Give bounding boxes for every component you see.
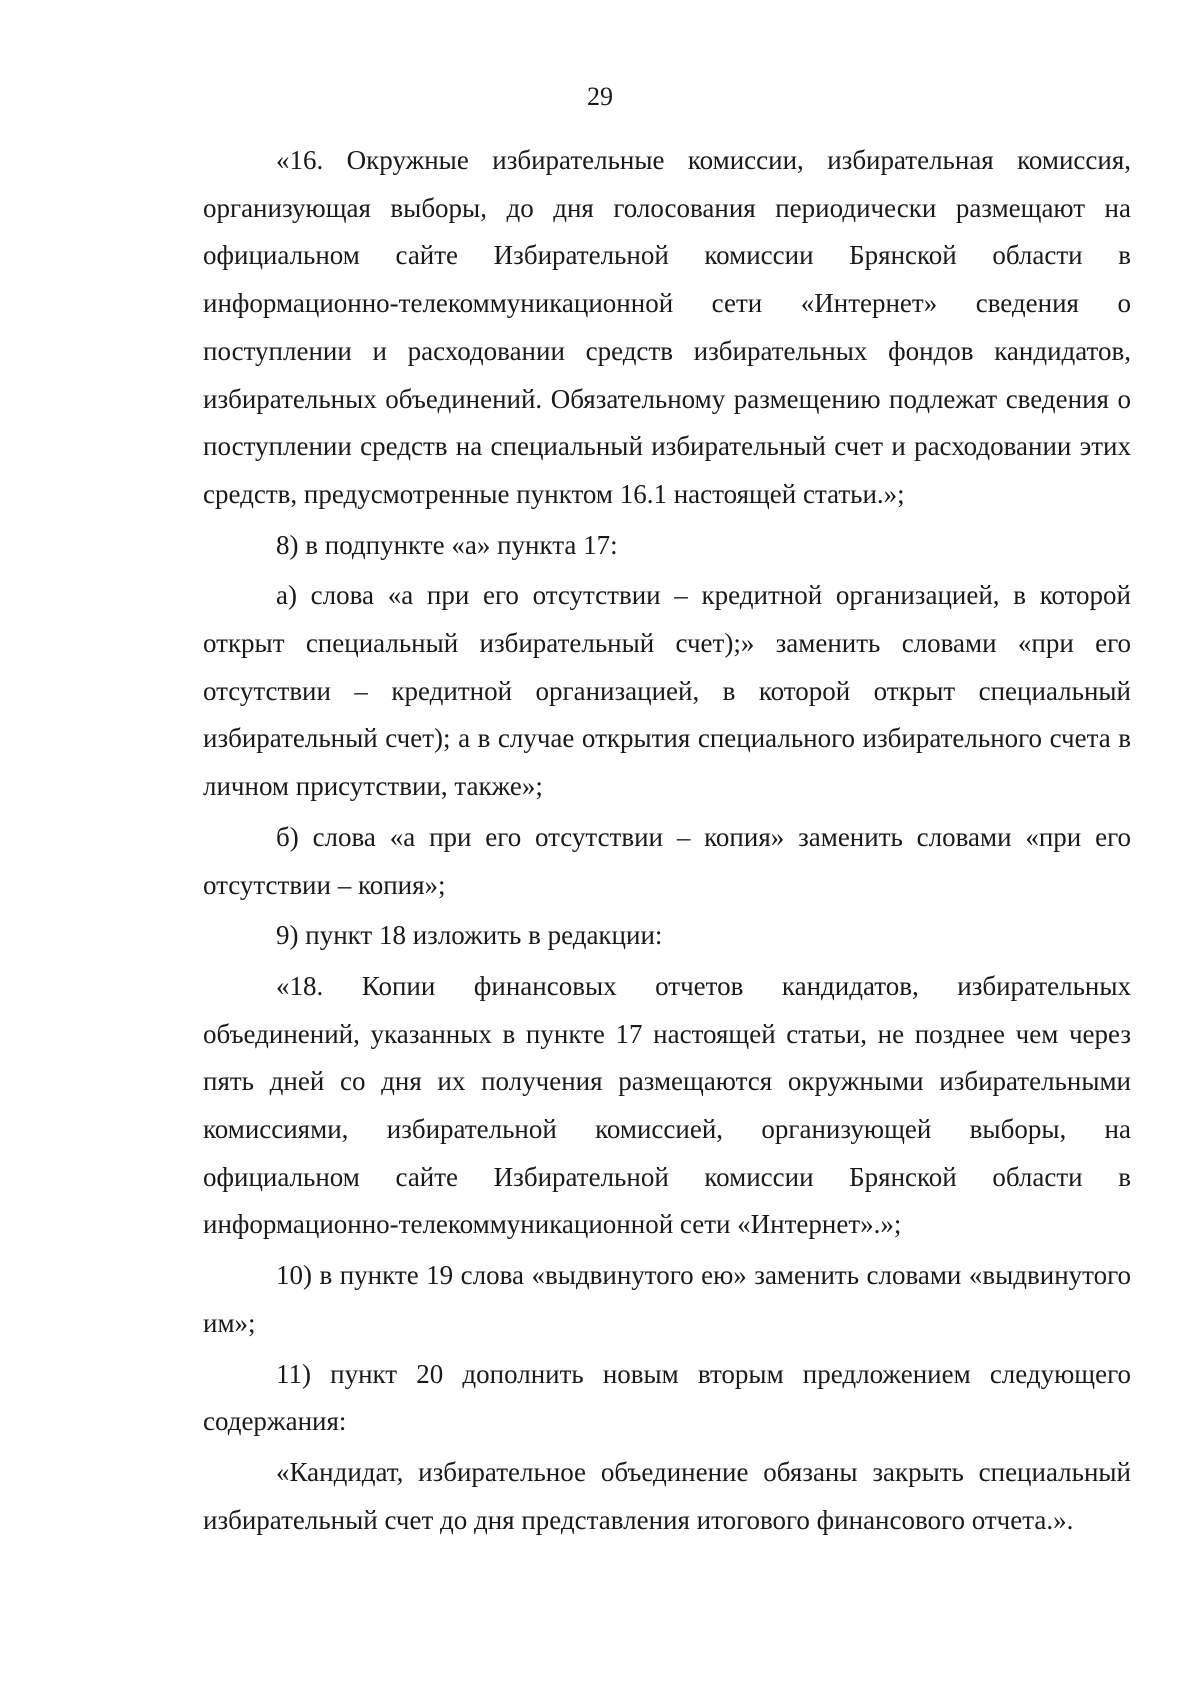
- paragraph-amendment-10: 10) в пункте 19 слова «выдвинутого ею» заменить словами «выдвинутого им»;: [203, 1260, 1131, 1338]
- paragraph-amendment-8a: а) слова «а при его отсутствии – кредитной организацией, в которой открыт специальный избирательный счет);» заменить словами «при его отсутствии – кредитной организацией, в которой открыт специальный избирательный счет); а в случае открытия специального избирательного счета в личном присутствии, также»;: [203, 580, 1131, 802]
- paragraph-amendment-8b: б) слова «а при его отсутствии – копия» заменить словами «при его отсутствии – копия»;: [203, 821, 1131, 900]
- page-number: 29: [587, 82, 613, 111]
- paragraph-amendment-8: 8) в подпункте «а» пункта 17:: [276, 529, 618, 560]
- paragraph-item-16: «16. Окружные избирательные комиссии, избирательная комиссия, организующая выборы, до дня голосования периодически размещают на официальном сайте Избирательной комиссии Брянской области в информационно-телекоммуникационной сети «Интернет» сведения о поступлении и расходовании средств избирательных фондов кандидатов, избирательных объединений. Обязательному размещению подлежат сведения о поступлении средств на специальный избирательный счет и расходовании этих средств, предусмотренные пунктом 16.1 настоящей статьи.»;: [203, 145, 1131, 509]
- paragraph-item-18: «18. Копии финансовых отчетов кандидатов, избирательных объединений, указанных в пункте 17 настоящей статьи, не позднее чем через пять дней со дня их получения размещаются окружными избирательными комиссиями, избирательной комиссией, организующей выборы, на официальном сайте Избирательной комиссии Брянской области в информационно-телекоммуникационной сети «Интернет».»;: [203, 970, 1131, 1240]
- paragraph-new-sentence: «Кандидат, избирательное объединение обязаны закрыть специальный избирательный счет до дня представления итогового финансового отчета.».: [203, 1456, 1131, 1535]
- document-body: [203, 137, 1131, 1544]
- paragraph-amendment-11: 11) пункт 20 дополнить новым вторым предложением следующего содержания:: [203, 1358, 1131, 1437]
- paragraph-amendment-9: 9) пункт 18 изложить в редакции:: [276, 920, 663, 951]
